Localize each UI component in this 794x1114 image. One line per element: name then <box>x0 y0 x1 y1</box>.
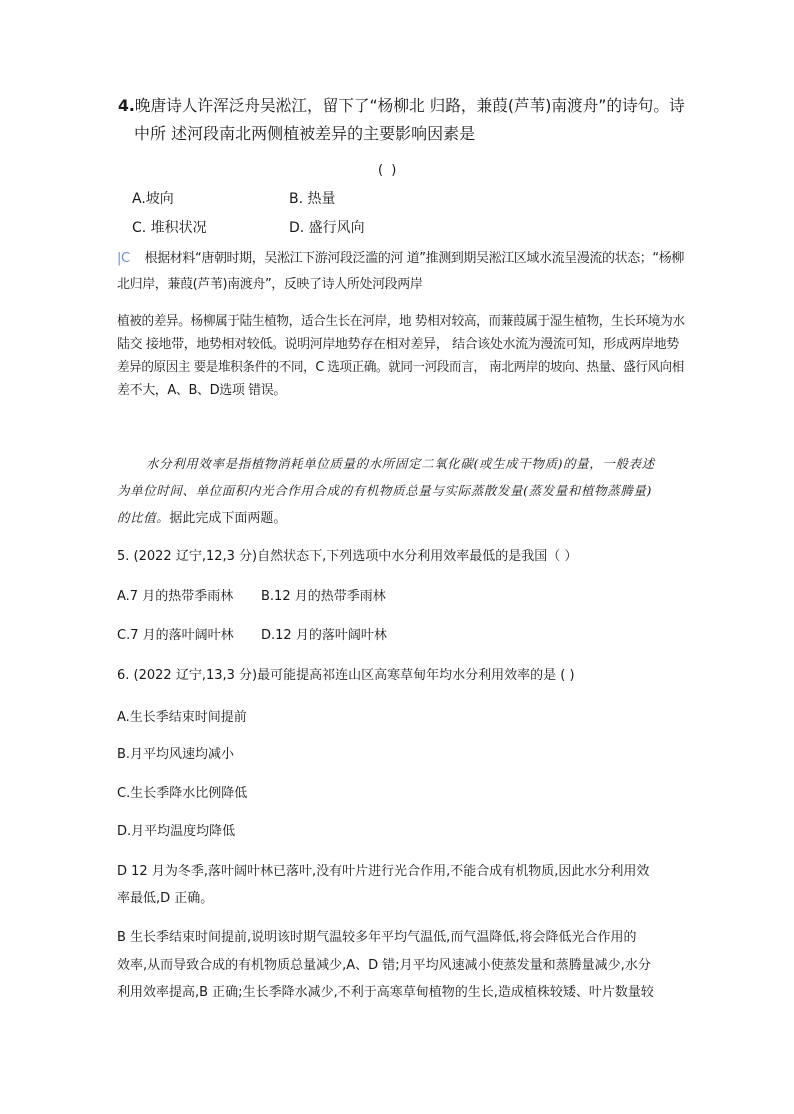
q4-stem-line2: 中所 述河段南北两侧植被差异的主要影响因素是 <box>134 124 476 143</box>
q6-answer-line1: B 生长季结束时间提前,说明该时期气温较多年平均气温低,而气温降低,将会降低光合作用的 <box>117 930 637 945</box>
intro-line3-a: 的比值。 <box>117 510 170 525</box>
q5-answer-line2: 率最低,D 正确。 <box>117 891 214 906</box>
q4-option-b: B. 热量 <box>289 191 336 207</box>
q4-stem-line1 <box>118 96 685 116</box>
q5-option-d: D.12 月的落叶阔叶林 <box>261 628 387 643</box>
q5-stem: 5. (2022 辽宁,12,3 分)自然状态下,下列选项中水分利用效率最低的是我国（ ） <box>117 549 578 564</box>
q4-option-a: A.坡向 <box>132 191 174 207</box>
intro-line1: 水分利用效率是指植物消耗单位质量的水所固定二氧化碳(或生成干物质)的量，一般表述 <box>146 456 655 471</box>
q5-option-c: C.7 月的落叶阔叶林 <box>117 628 234 643</box>
q5-answer-line1: D 12 月为冬季,落叶阔叶林已落叶,没有叶片进行光合作用,不能合成有机物质,因此水分利用效 <box>117 864 650 879</box>
q4-explanation-line5: 差异的原因主 要是堆积条件的不同，C 选项正确。就同一河段而言， 南北两岸的坡向、热量、盛行风向相 <box>117 360 684 375</box>
q4-explanation-line1 <box>117 250 684 268</box>
q4-explanation-line4: 陆交 接地带，地势相对较低。说明河岸地势存在相对差异， 结合该处水流为漫流可知，形成两岸地势 <box>117 337 679 352</box>
q4-explanation-line3: 植被的差异。杨柳属于陆生植物，适合生长在河岸，地 势相对较高，而蒹葭属于湿生植物，生长环境为水 <box>117 314 685 329</box>
q6-option-b: B.月平均风速均减小 <box>117 747 235 762</box>
intro-line2: 为单位时间、单位面积内光合作用合成的有机物质总量与实际蒸散发量(蒸发量和植物蒸腾量) <box>117 483 652 498</box>
intro-line3 <box>117 509 286 528</box>
q4-explanation-line6: 差不大，A、B、D选项 错误。 <box>117 383 286 398</box>
q6-option-c: C.生长季降水比例降低 <box>117 786 248 801</box>
q6-answer-line3: 利用效率提高,B 正确;生长季降水减少,不利于高寒草甸植物的生长,造成植株较矮、叶片数量较 <box>117 985 654 1000</box>
q4-option-d: D. 盛行风向 <box>289 220 365 236</box>
q4-stem-text: 晚唐诗人许浑泛舟吴淞江，留下了“杨柳北 归路，兼葭(芦苇)南渡舟”的诗句。诗 <box>134 96 685 115</box>
q5-option-a: A.7 月的热带季雨林 <box>117 589 234 604</box>
q4-answer-mark: |C <box>117 251 130 266</box>
q4-explanation-text: 根据材料“唐朝时期，吴淞江下游河段泛滥的河 道”推测到期吴淞江区域水流呈漫流的状态；“杨柳 <box>144 251 684 266</box>
q4-answer-bracket: ( ) <box>378 163 399 178</box>
q5-option-b: B.12 月的热带季雨林 <box>261 589 386 604</box>
q6-option-d: D.月平均温度均降低 <box>117 824 236 839</box>
q4-explanation-line2: 北归岸，蒹葭(芦苇)南渡舟”，反映了诗人所处河段两岸 <box>117 277 423 292</box>
intro-line3-b: 据此完成下面两题。 <box>169 511 287 526</box>
q6-answer-line2: 效率,从而导致合成的有机物质总量减少,A、D 错;月平均风速减小使蒸发量和蒸腾量减少,水分 <box>117 958 651 973</box>
q6-stem: 6. (2022 辽宁,13,3 分)最可能提高祁连山区高寒草甸年均水分利用效率的是 ( ) <box>117 668 575 683</box>
q4-number: 4. <box>118 96 135 115</box>
q6-option-a: A.生长季结束时间提前 <box>117 710 247 725</box>
q4-option-c: C. 堆积状况 <box>132 220 207 236</box>
